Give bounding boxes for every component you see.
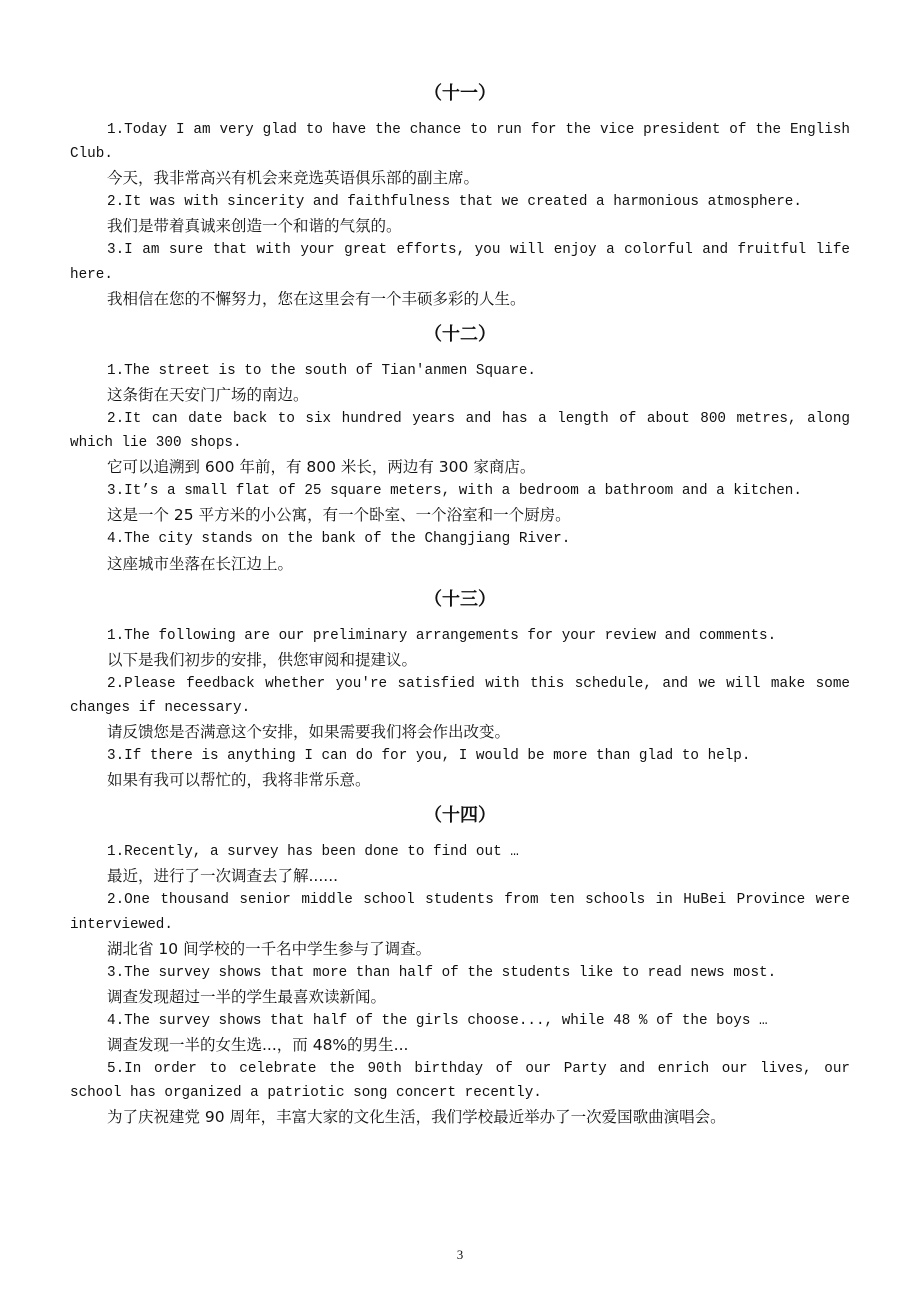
english-sentence: 2.Please feedback whether you're satisfied with this schedule, and we will make some changes if necessary. <box>70 675 850 716</box>
section <box>70 804 850 1129</box>
chinese-translation: 湖北省 10 间学校的一千名中学生参与了调查。 <box>107 939 432 958</box>
english-sentence: 2.One thousand senior middle school students from ten schools in HuBei Province were interviewed. <box>70 892 850 933</box>
chinese-translation: 我相信在您的不懈努力，您在这里会有一个丰硕多彩的人生。 <box>107 289 526 308</box>
english-sentence: 2.It can date back to six hundred years and has a length of about 800 metres, along which lie 300 shops. <box>70 410 850 452</box>
chinese-translation: 这条街在天安门广场的南边。 <box>107 385 309 404</box>
english-sentence: 1.Today I am very glad to have the chance to run for the vice president of the English Club. <box>70 122 850 163</box>
section <box>70 323 850 576</box>
chinese-translation: 最近，进行了一次调查去了解...... <box>107 867 339 886</box>
page-number: 3 <box>456 1247 464 1262</box>
section <box>70 82 850 311</box>
english-sentence: 1.The following are our preliminary arrangements for your review and comments. <box>107 627 777 644</box>
chinese-translation: 如果有我可以帮忙的，我将非常乐意。 <box>107 771 371 790</box>
section-heading: （十四） <box>424 805 496 827</box>
section-heading: （十二） <box>424 323 496 345</box>
chinese-translation: 以下是我们初步的安排，供您审阅和提建议。 <box>107 650 418 669</box>
section-heading: （十一） <box>424 83 496 104</box>
chinese-translation: 这座城市坐落在长江边上。 <box>107 554 294 573</box>
chinese-translation: 请反馈您是否满意这个安排，如果需要我们将会作出改变。 <box>107 722 511 741</box>
chinese-translation: 这是一个 25 平方米的小公寓，有一个卧室、一个浴室和一个厨房。 <box>107 506 571 525</box>
section-heading: （十三） <box>424 588 496 610</box>
chinese-translation: 我们是带着真诚来创造一个和谐的气氛的。 <box>107 217 402 236</box>
english-sentence: 3.It’s a small flat of 25 square meters, with a bedroom a bathroom and a kitchen. <box>107 483 802 500</box>
chinese-translation: 调查发现超过一半的学生最喜欢读新闻。 <box>107 987 387 1006</box>
english-sentence: 3.I am sure that with your great efforts, you will enjoy a colorful and fruitful life here. <box>70 242 850 283</box>
english-sentence: 4.The city stands on the bank of the Changjiang River. <box>107 531 571 548</box>
section <box>70 588 850 793</box>
english-sentence: 5.In order to celebrate the 90th birthday of our Party and enrich our lives, our school has organized a patriotic song concert recently. <box>70 1061 850 1102</box>
chinese-translation: 今天，我非常高兴有机会来竞选英语俱乐部的副主席。 <box>107 169 480 188</box>
document-body <box>70 82 850 1141</box>
chinese-translation: 调查发现一半的女生选...，而 48%的男生... <box>107 1036 409 1054</box>
chinese-translation: 它可以追溯到 600 年前，有 800 米长，两边有 300 家商店。 <box>107 458 536 477</box>
chinese-translation: 为了庆祝建党 90 周年，丰富大家的文化生活，我们学校最近举办了一次爱国歌曲演唱会。 <box>107 1108 726 1127</box>
english-sentence: 1.The street is to the south of Tian'anmen Square. <box>107 362 536 379</box>
english-sentence: 4.The survey shows that half of the girls choose..., while 48 % of the boys … <box>107 1012 768 1029</box>
english-sentence: 3.The survey shows that more than half of the students like to read news most. <box>107 964 777 981</box>
english-sentence: 1.Recently, a survey has been done to find out … <box>107 844 519 861</box>
english-sentence: 3.If there is anything I can do for you, I would be more than glad to help. <box>107 748 751 765</box>
english-sentence: 2.It was with sincerity and faithfulness that we created a harmonious atmosphere. <box>107 194 802 211</box>
